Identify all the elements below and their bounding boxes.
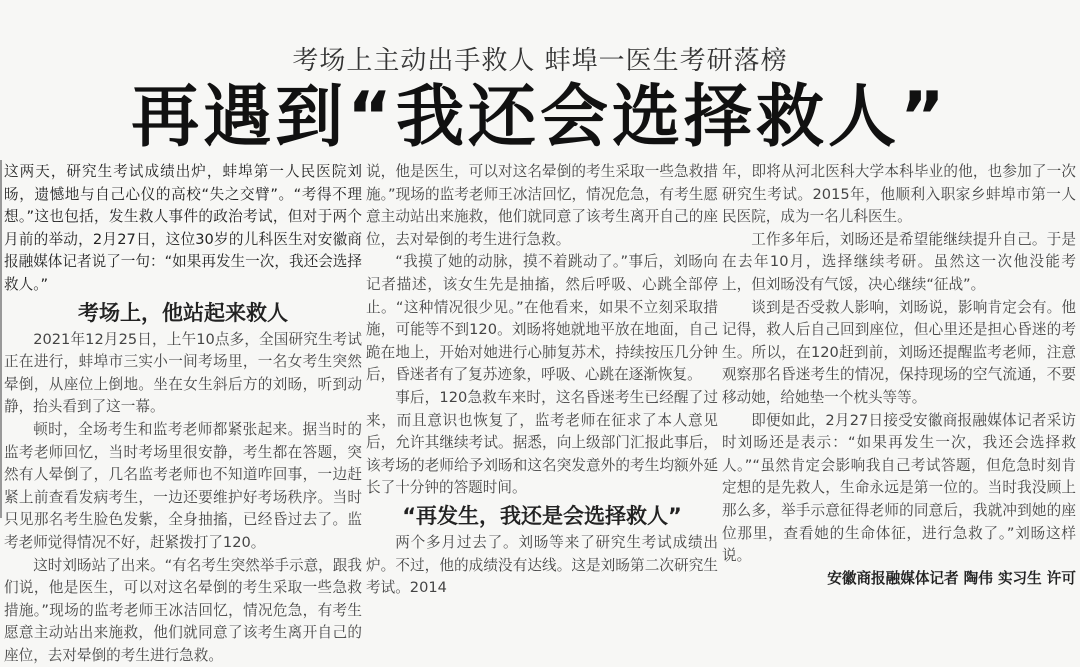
paragraph: 谈到是否受救人影响，刘旸说，影响肯定会有。他记得，救人后自己回到座位，但心里还是担心昏迷的考生。所以，在120赶到前，刘旸还提醒监考老师，注意观察那名昏迷考生的情况，保持现场的空气流通，不要移动她，给她垫一个枕头等等。 <box>722 298 1076 406</box>
column-rule <box>0 160 2 518</box>
paragraph: 这时刘旸站了出来。“有名考生突然举手示意，跟我们说，他是医生，可以对这名晕倒的考生采取一些急救措施。”现场的监考老师王冰洁回忆，情况危急，有考生愿意主动站出来施救，他们就同意了该考生离开自己的座位，去对晕倒的考生进行急救。 <box>4 556 362 664</box>
paragraph-continued: 说，他是医生，可以对这名晕倒的考生采取一些急救措施。”现场的监考老师王冰洁回忆，情况危急，有考生愿意主动站出来施救，他们就同意了该考生离开自己的座位，去对晕倒的考生进行急救。 <box>366 163 718 248</box>
paragraph: “我摸了她的动脉，摸不着跳动了。”事后，刘旸向记者描述，该女生先是抽搐，然后呼吸、心跳全部停止。“这种情况很少见。”在他看来，如果不立刻采取措施，可能等不到120。刘旸将她就地平放在地面，自己跪在地上，开始对她进行心肺复苏术，持续按压几分钟后，昏迷者有了复苏迹象，呼吸、心跳在逐渐恢复。 <box>366 253 718 384</box>
byline: 安徽商报融媒体记者 陶伟 实习生 许可 <box>827 569 1076 587</box>
paragraph-continued: 年，即将从河北医科大学本科毕业的他，也参加了一次研究生考试。2015年，他顺利入职家乡蚌埠市第一人民医院，成为一名儿科医生。 <box>722 163 1076 226</box>
paragraph: 工作多年后，刘旸还是希望能继续提升自己。于是在去年10月，选择继续考研。虽然这一次他没能考上，但刘旸没有气馁，决心继续“征战”。 <box>722 230 1076 293</box>
paragraph: 2021年12月25日，上午10点多，全国研究生考试正在进行，蚌埠市三实小一间考场里，一名女考生突然晕倒，从座位上倒地。坐在女生斜后方的刘旸，听到动静，抬头看到了这一幕。 <box>4 330 362 416</box>
paragraph: 事后，120急救车来时，这名昏迷考生已经醒了过来，而且意识也恢复了，监考老师在征求了本人意见后，允许其继续考试。据悉，向上级部门汇报此事后，该考场的老师给予刘旸和这名突发意外的考生均额外延长了十分钟的答题时间。 <box>366 388 718 497</box>
paragraph: 即便如此，2月27日接受安徽商报融媒体记者采访时刘旸还是表示：“如果再发生一次，我还会选择救人。”“虽然肯定会影响我自己考试答题，但危急时刻肯定想的是先救人，生命永远是第一位的。当时我没顾上那么多，举手示意征得老师的同意后，我就冲到她的座位那里，查看她的生命体征，进行急救了。”刘旸这样说。 <box>722 411 1076 565</box>
article-title: 再遇到“我还会选择救人” <box>131 78 949 157</box>
column-2 <box>366 161 718 600</box>
column-1 <box>4 161 362 664</box>
section-heading-1: 考场上，他站起来救人 <box>78 300 288 325</box>
paragraph: 顿时，全场考生和监考老师都紧张起来。据当时的监考老师回忆，当时考场里很安静，考生都在答题，突然有人晕倒了，几名监考老师也不知道咋回事，一边赶紧上前查看发病考生，一边还要维护好考场秩序。当时只见那名考生脸色发紫，全身抽搐，已经昏过去了。监考老师觉得情况不好，赶紧拨打了120。 <box>4 420 362 551</box>
section-heading-2: “再发生，我还是会选择救人” <box>402 503 682 528</box>
paragraph: 两个多月过去了。刘旸等来了研究生考试成绩出炉。不过，他的成绩没有达线。这是刘旸第二次研究生考试。2014 <box>366 533 718 597</box>
lead-paragraph: 这两天，研究生考试成绩出炉，蚌埠第一人民医院刘旸，遗憾地与自己心仪的高校“失之交臂”。“考得不理想。”这也包括，发生救人事件的政治考试，但对于两个月前的举动，2月27日，这位30岁的儿科医生对安徽商报融媒体记者说了一句：“如果再发生一次，我还会选择救人。” <box>4 163 362 293</box>
column-3 <box>722 161 1076 590</box>
article-subtitle: 考场上主动出手救人 蚌埠一医生考研落榜 <box>292 46 788 76</box>
